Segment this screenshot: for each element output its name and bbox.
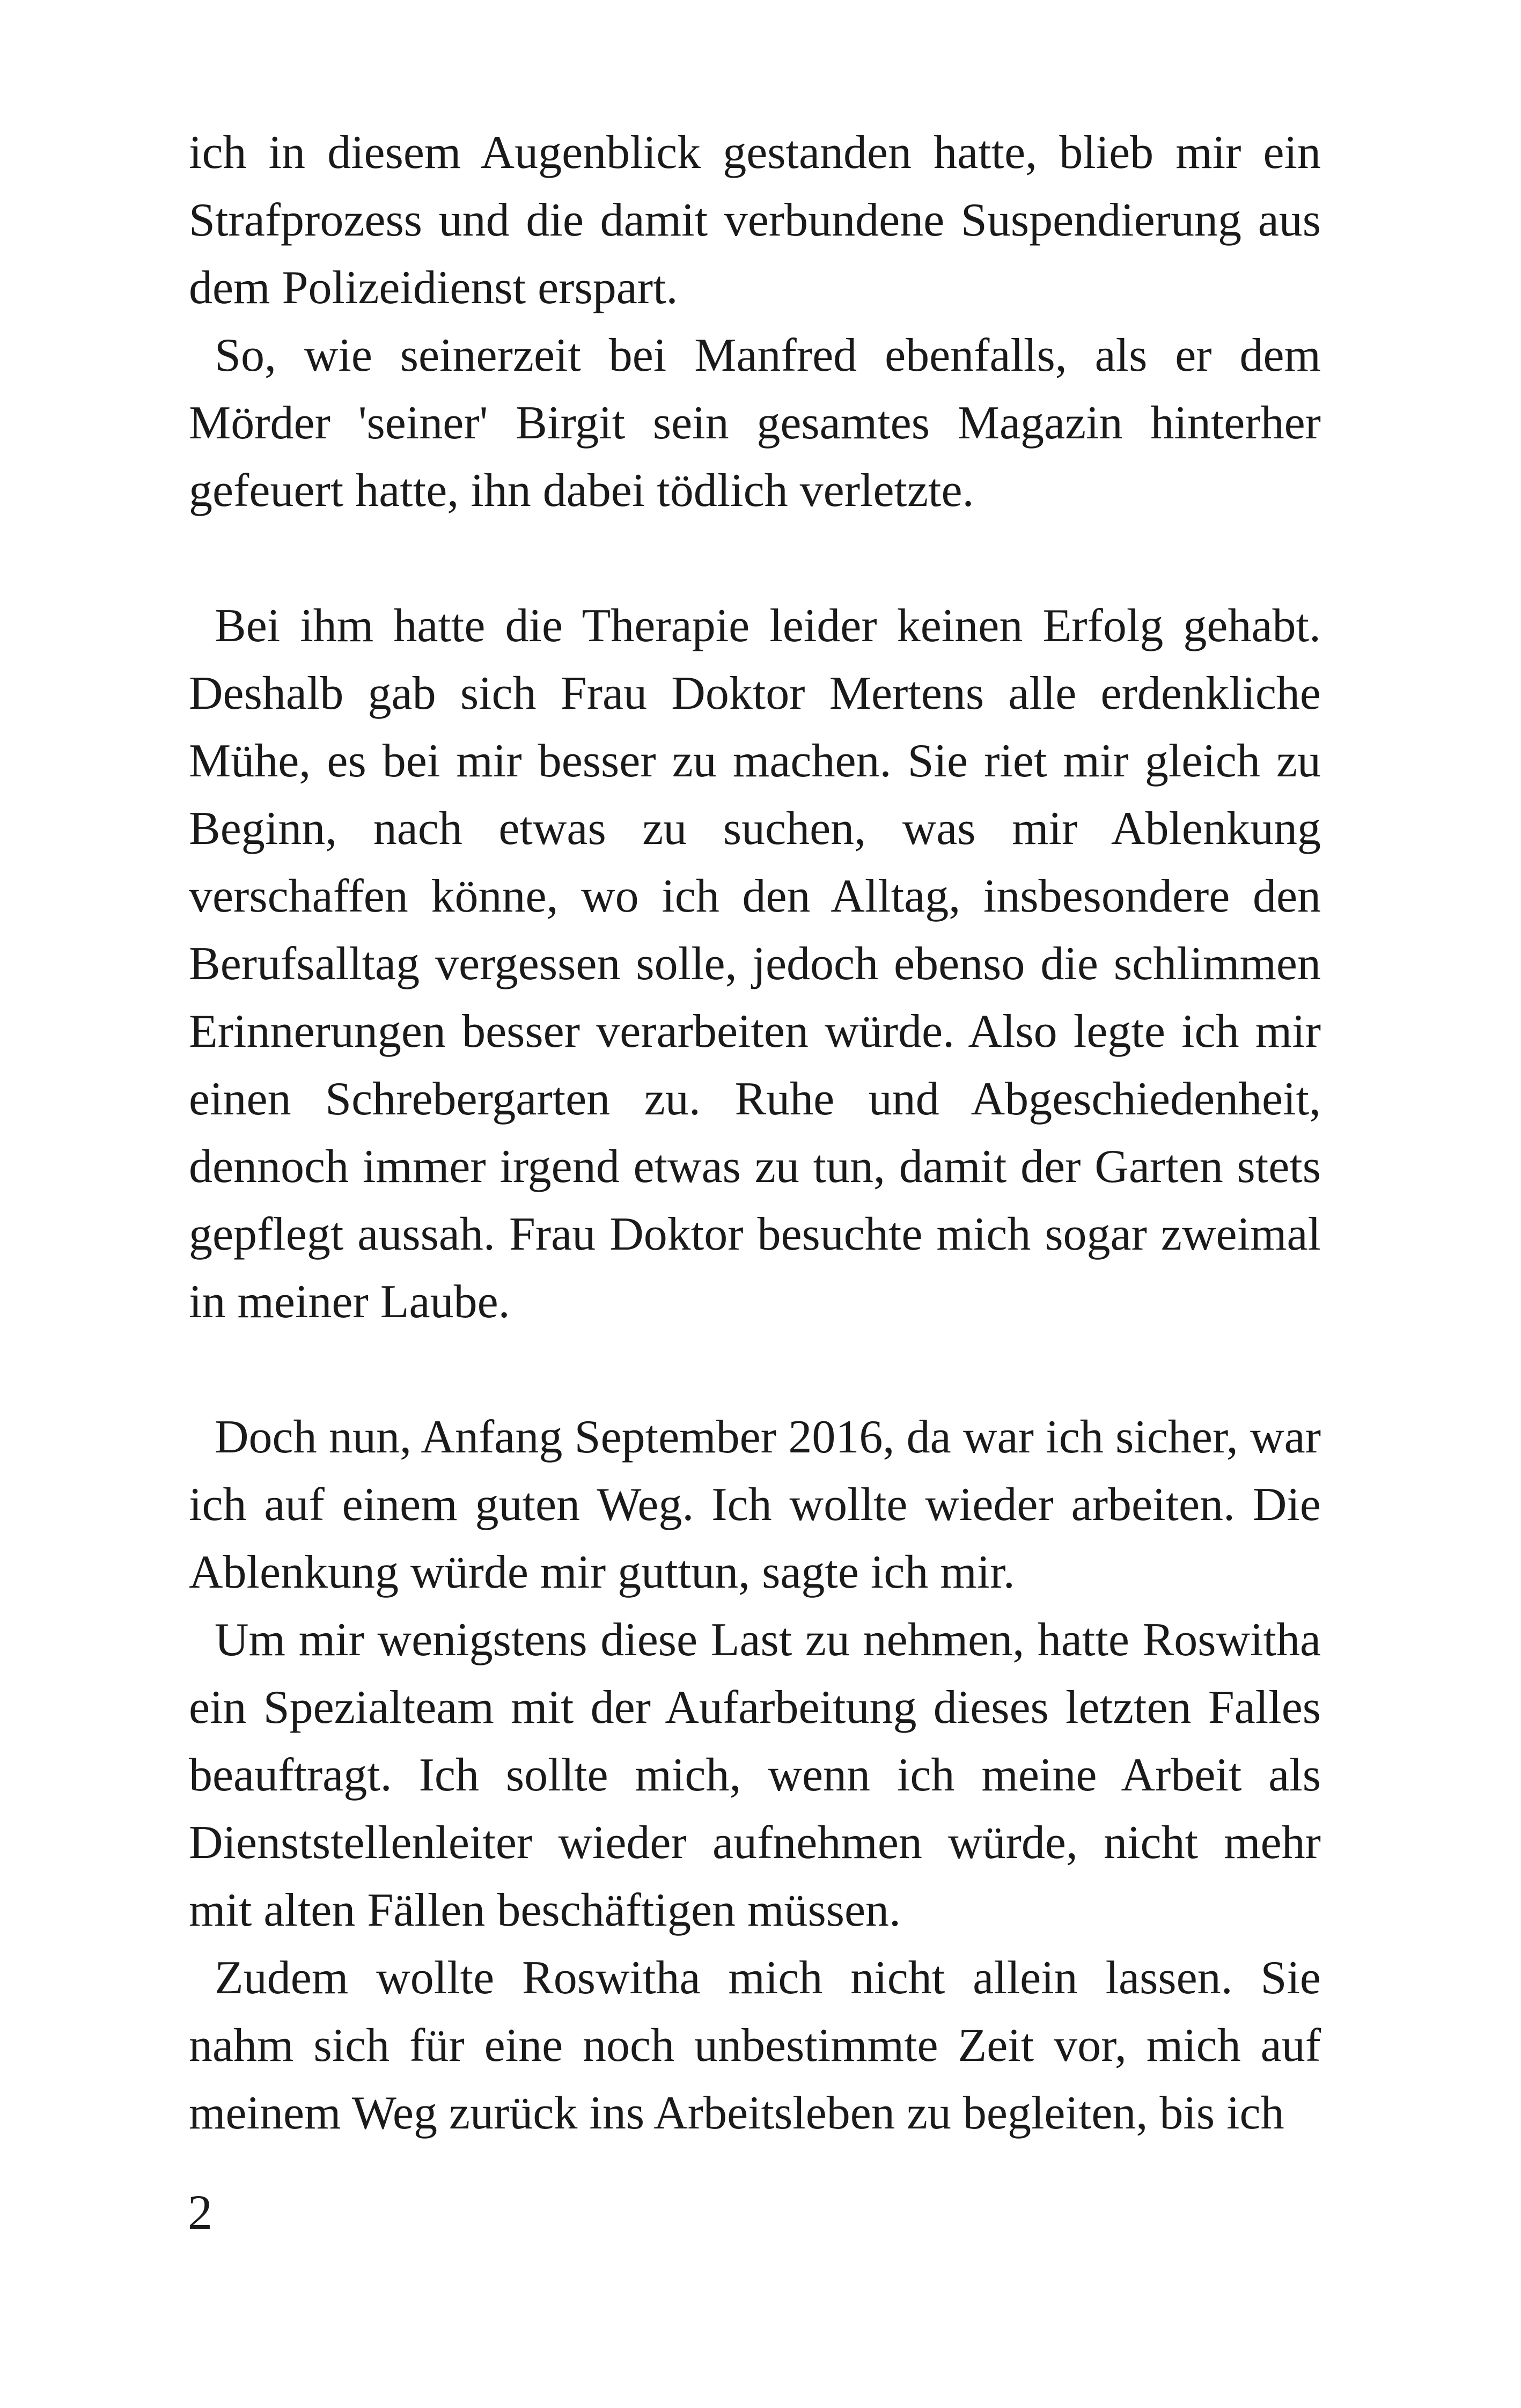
- paragraph-gap: [189, 525, 1321, 592]
- page-number: 2: [188, 2185, 212, 2240]
- paragraph-4: Doch nun, Anfang September 2016, da war ich sicher, war ich auf einem guten Weg. Ich wollte wieder arbeiten. Die Ablenkung würde mir guttun, sagte ich mir.: [189, 1411, 1321, 1598]
- paragraph-3: Bei ihm hatte die Therapie leider keinen Erfolg gehabt. Deshalb gab sich Frau Doktor Mertens alle erdenkliche Mühe, es bei mir besser zu machen. Sie riet mir gleich zu Beginn, nach etwas zu suchen, was mir Ablenkung verschaffen könne, wo ich den Alltag, insbesondere den Berufsalltag vergessen solle, jedoch ebenso die schlimmen Erinnerungen besser verarbeiten würde. Also legte ich mir einen Schrebergarten zu. Ruhe und Abgeschiedenheit, dennoch immer irgend etwas zu tun, damit der Garten stets gepflegt aussah. Frau Doktor besuchte mich sogar zweimal in meiner Laube.: [189, 600, 1321, 1328]
- paragraph-gap: [189, 1336, 1321, 1404]
- paragraph-5: Um mir wenigstens diese Last zu nehmen, hatte Roswitha ein Spezialteam mit der Aufarbeitung dieses letzten Falles beauftragt. Ich sollte mich, wenn ich meine Arbeit als Dienststellenleiter wieder aufnehmen würde, nicht mehr mit alten Fällen beschäftigen müssen.: [189, 1614, 1321, 1936]
- paragraph-1: ich in diesem Augenblick gestanden hatte, blieb mir ein Strafprozess und die damit verbundene Suspendierung aus dem Polizeidienst erspart.: [189, 127, 1321, 314]
- paragraph-6: Zudem wollte Roswitha mich nicht allein lassen. Sie nahm sich für eine noch unbestimmte Zeit vor, mich auf meinem Weg zurück ins Arbeitsleben zu begleiten, bis ich: [189, 1952, 1321, 2139]
- body-text: [189, 119, 1321, 2147]
- paragraph-2: So, wie seinerzeit bei Manfred ebenfalls, als er dem Mörder 'seiner' Birgit sein gesamtes Magazin hinterher gefeuert hatte, ihn dabei tödlich verletzte.: [189, 329, 1321, 517]
